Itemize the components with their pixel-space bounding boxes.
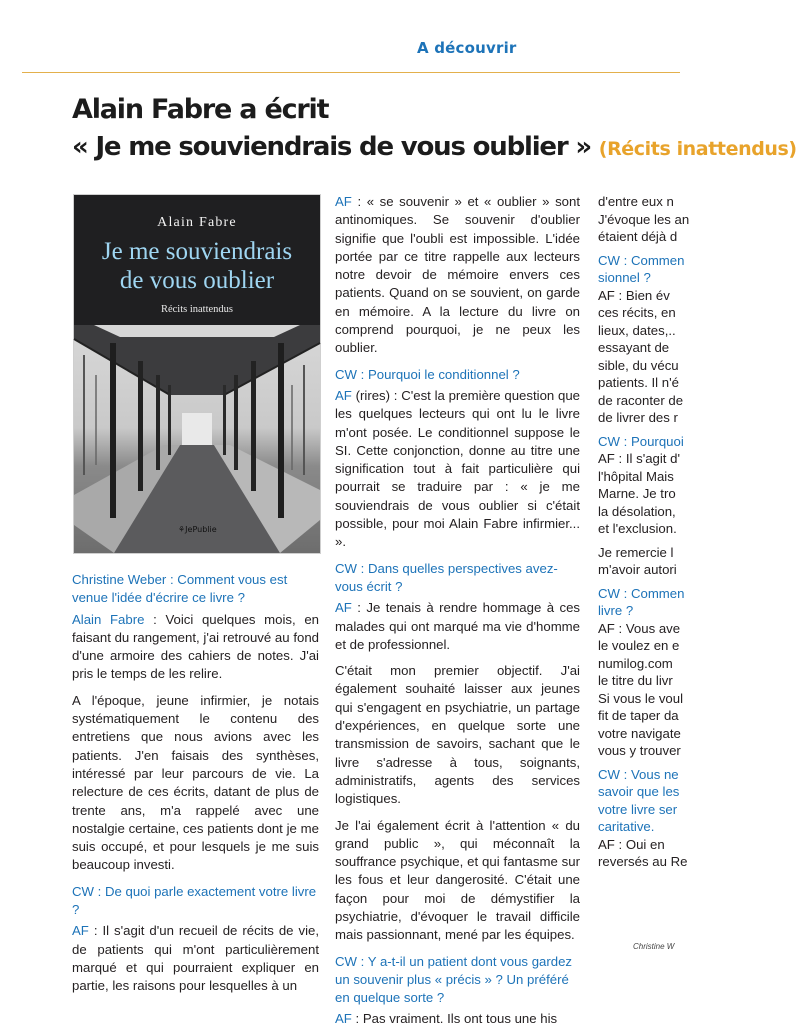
column-3-line: vous y trouver <box>598 743 681 758</box>
book-title-quote: « Je me souviendrais de vous oublier » <box>72 132 591 162</box>
answer-conditionnel <box>335 387 580 552</box>
column-3-line: AF : Il s'agit d' <box>598 451 680 466</box>
answer-1 <box>72 611 319 684</box>
column-3-line: Je remercie l <box>598 544 674 560</box>
column-3-line: J'évoque les an <box>598 211 690 227</box>
column-3-line: Marne. Je tro <box>598 486 676 501</box>
speaker-label: AF <box>335 1011 352 1027</box>
cover-title-line-1: Je me souviendrais <box>101 238 293 265</box>
column-3-question-line: sionnel ? <box>598 270 651 285</box>
headline-line-2 <box>72 128 797 168</box>
speaker-label: AF <box>335 194 352 209</box>
speaker-label: AF <box>335 387 352 403</box>
answer-text: (rires) : C'est la première question que les quelques lecteurs qui ont lu le livre m'ont posée. Le conditionnel suppose le SI. Cette conjonction, donne au titre une signification tout à fait particulière qui pourrait se traduire par : « je me souviendrais de vous oublier si c'était possible, pour moi Alain Fabre infirmier... ». <box>335 387 580 550</box>
column-2 <box>335 193 580 1027</box>
column-3-line: lieux, dates,.. <box>598 322 676 338</box>
photo-credit: Christine W <box>633 942 675 951</box>
column-3-line: d'entre eux n <box>598 194 674 209</box>
cover-author: Alain Fabre <box>157 215 237 230</box>
header-rule <box>22 72 680 73</box>
question-1: Christine Weber : Comment vous est venue l'idée d'écrire ce livre ? <box>72 572 288 606</box>
answer-2 <box>72 922 319 995</box>
cover-subtitle: Récits inattendus <box>160 304 234 315</box>
column-3-line: ces récits, en <box>598 305 676 320</box>
column-3-line: la désolation, <box>598 503 676 519</box>
column-3-line: m'avoir autori <box>598 562 677 577</box>
answer-text: : Voici quelques mois, en faisant du rangement, j'ai retrouvé au fond d'une armoire des cahiers de notes. J'ai pris le temps de les relire. <box>72 611 319 682</box>
column-3-line: fit de taper da <box>598 708 679 723</box>
column-3-line: AF : Bien év <box>598 287 670 303</box>
speaker-label: Alain Fabre <box>72 611 145 627</box>
headline <box>72 92 797 168</box>
column-3-line: numilog.com <box>598 655 673 671</box>
section-label: A découvrir <box>417 39 517 57</box>
answer-perspectives <box>335 599 580 654</box>
paragraph: Je l'ai également écrit à l'attention « du grand public », qui méconnaît la souffrance psychique, et qui fantasme sur les fous et leur dangerosité. C'était une façon pour moi de démystifier la psychiatrie, d'évoquer le travail difficile mais passionnant, mené par les équipes. <box>335 817 580 943</box>
question-2: CW : De quoi parle exactement votre livre ? <box>72 883 317 918</box>
answer-text: : Je tenais à rendre hommage à ces malades qui ont marqué ma vie d'homme et de professionnel. <box>335 600 580 652</box>
column-3-question-line: CW : Commen <box>598 252 685 268</box>
column-3-line: étaient déjà d <box>598 229 678 244</box>
headline-line-1: Alain Fabre a écrit <box>72 94 329 125</box>
column-3-question-line: caritative. <box>598 819 655 834</box>
publisher-name: JePublie <box>185 525 217 534</box>
column-3-line: essayant de <box>598 340 670 355</box>
book-cover <box>73 194 321 554</box>
column-3-line: Si vous le voul <box>598 690 684 706</box>
column-3-line: sible, du vécu <box>598 357 679 373</box>
answer-patient <box>335 1010 580 1028</box>
column-3-line: le voulez en e <box>598 638 680 653</box>
column-3-line: le titre du livr <box>598 673 673 688</box>
column-3-line: de livrer des r <box>598 410 678 425</box>
column-3-question-line: votre livre ser <box>598 801 678 817</box>
question-conditionnel: CW : Pourquoi le conditionnel ? <box>335 366 520 382</box>
cover-photo <box>74 325 320 553</box>
column-3-line: AF : Oui en <box>598 836 665 852</box>
answer-title <box>335 193 580 358</box>
answer-text: : Pas vraiment. Ils ont tous une his <box>351 1011 558 1027</box>
question-patient: CW : Y a-t-il un patient dont vous gardez un souvenir plus « précis » ? Un préféré en quelque sorte ? <box>335 953 573 1006</box>
corridor-illustration <box>74 325 320 553</box>
speaker-label: AF <box>72 923 89 939</box>
cover-title <box>74 237 320 295</box>
column-3 <box>598 193 690 950</box>
headline-accent: (Récits inattendus) <box>598 138 797 160</box>
paragraph: C'était mon premier objectif. J'ai également souhaité laisser aux jeunes qui s'engagent en psychiatrie, un partage d'expériences, en quelque sorte une transmission de savoirs, sachant que le livre s'adresse à tous, soignants, administratifs, agents des services logistiques. <box>335 663 580 807</box>
column-3-question-line: CW : Vous ne <box>598 766 679 782</box>
column-3-question-line: CW : Pourquoi <box>598 433 684 449</box>
column-3-line: et l'exclusion. <box>598 521 677 536</box>
question-perspectives: CW : Dans quelles perspectives avez-vous écrit ? <box>335 560 558 594</box>
column-3-line: patients. Il n'é <box>598 375 679 390</box>
column-3-line: reversés au Re <box>598 854 688 869</box>
column-1 <box>72 571 319 994</box>
column-3-question-line: savoir que les <box>598 784 680 799</box>
column-3-line: de raconter de <box>598 392 684 408</box>
answer-text: : « se souvenir » et « oublier » sont antinomiques. Se souvenir d'oublier signifie que l'oubli est impossible. L'idée portée par ce titre rappelle aux lecteurs notre devoir de mémoire envers ces patients. Quand on se souvient, on garde en mémoire. A la lecture du livre on comprend pourquoi, je ne peux les oublier. <box>335 194 580 356</box>
publisher-logo: ⚘JePublie <box>178 525 217 534</box>
column-3-line: l'hôpital Mais <box>598 468 674 484</box>
column-3-line: votre navigate <box>598 725 681 741</box>
column-3-question-line: CW : Commen <box>598 585 685 601</box>
column-3-line: AF : Vous ave <box>598 620 681 636</box>
column-3-question-line: livre ? <box>598 603 634 618</box>
cover-title-line-2: de vous oublier <box>119 267 275 294</box>
speaker-label: AF <box>335 600 352 616</box>
answer-text: : Il s'agit d'un recueil de récits de vie, de patients qui m'ont particulièrement marqué et qui pourraient expliquer en partie, les raisons pour lesquelles à un <box>72 923 319 994</box>
paragraph: A l'époque, jeune infirmier, je notais systématiquement le contenu des entretiens que nous avions avec les patients. J'en faisais des synthèses, intéressé par leur parcours de vie. La relecture de ces écrits, datant de plus de trente ans, m'a rappelé avec une nostalgie certaine, ces patients dont je me suis occupé, et pour lesquels je me suis beaucoup investi. <box>72 692 319 873</box>
